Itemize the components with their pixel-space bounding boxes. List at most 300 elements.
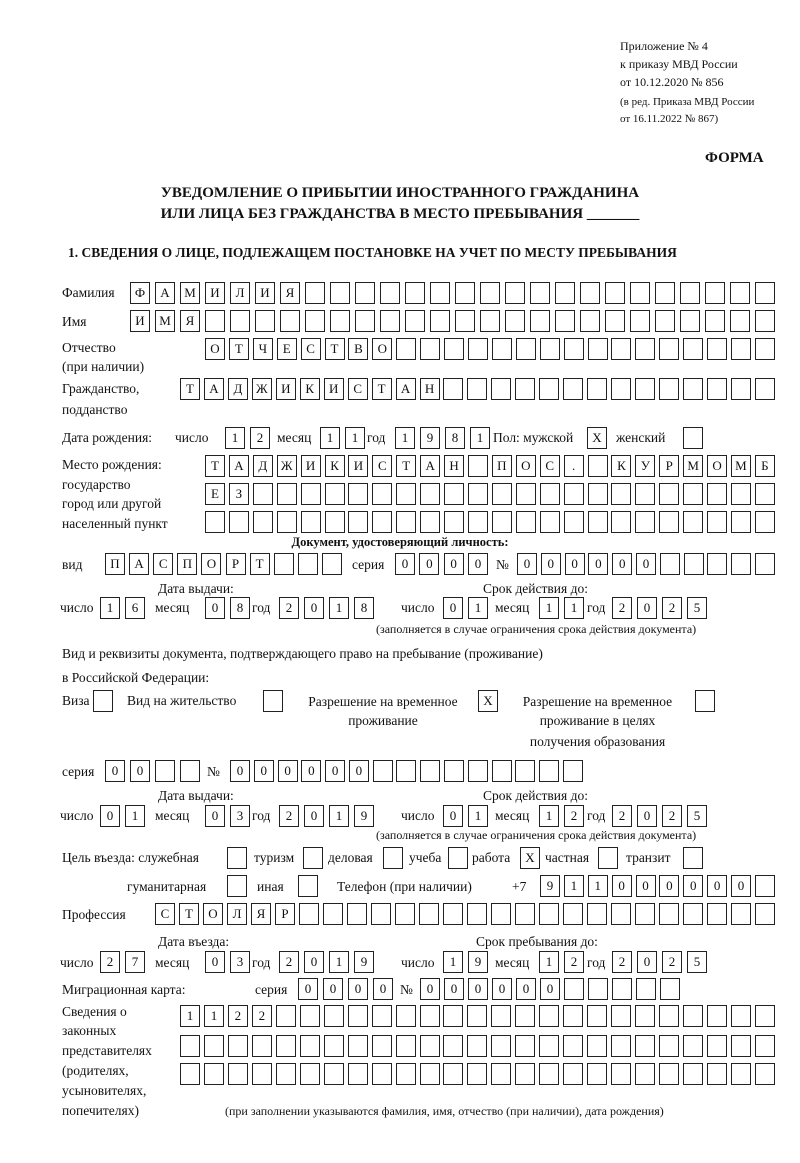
char-cell[interactable] <box>468 338 488 360</box>
char-cell[interactable]: Т <box>396 455 416 477</box>
char-cell[interactable] <box>372 1063 392 1085</box>
char-cell[interactable] <box>659 903 679 925</box>
char-cell[interactable]: 0 <box>349 760 369 782</box>
char-cell[interactable]: 1 <box>329 597 349 619</box>
doc-issue-day-field[interactable] <box>100 597 145 619</box>
char-cell[interactable] <box>348 1005 368 1027</box>
char-cell[interactable] <box>515 1063 535 1085</box>
char-cell[interactable]: И <box>301 455 321 477</box>
char-cell[interactable] <box>680 310 700 332</box>
char-cell[interactable]: Н <box>444 455 464 477</box>
char-cell[interactable] <box>707 553 727 575</box>
char-cell[interactable] <box>468 760 488 782</box>
char-cell[interactable] <box>635 511 655 533</box>
char-cell[interactable] <box>684 553 704 575</box>
char-cell[interactable]: 8 <box>354 597 374 619</box>
char-cell[interactable] <box>730 282 750 304</box>
char-cell[interactable]: 2 <box>662 805 682 827</box>
stay-valid-year-field[interactable] <box>612 805 707 827</box>
char-cell[interactable] <box>396 511 416 533</box>
char-cell[interactable]: 0 <box>130 760 150 782</box>
char-cell[interactable]: Р <box>275 903 295 925</box>
char-cell[interactable] <box>323 903 343 925</box>
char-cell[interactable]: 1 <box>320 427 340 449</box>
char-cell[interactable] <box>515 1035 535 1057</box>
char-cell[interactable] <box>659 338 679 360</box>
char-cell[interactable] <box>468 511 488 533</box>
char-cell[interactable]: О <box>203 903 223 925</box>
char-cell[interactable] <box>630 310 650 332</box>
char-cell[interactable]: 0 <box>612 875 632 897</box>
char-cell[interactable] <box>731 483 751 505</box>
char-cell[interactable] <box>755 903 775 925</box>
char-cell[interactable] <box>655 310 675 332</box>
char-cell[interactable] <box>731 338 751 360</box>
char-cell[interactable]: 2 <box>564 805 584 827</box>
char-cell[interactable] <box>348 1035 368 1057</box>
char-cell[interactable] <box>227 847 247 869</box>
char-cell[interactable] <box>348 483 368 505</box>
char-cell[interactable] <box>587 903 607 925</box>
char-cell[interactable]: 1 <box>329 805 349 827</box>
char-cell[interactable] <box>380 282 400 304</box>
char-cell[interactable]: 0 <box>636 875 656 897</box>
char-cell[interactable] <box>755 483 775 505</box>
char-cell[interactable]: 2 <box>612 805 632 827</box>
char-cell[interactable] <box>539 1005 559 1027</box>
char-cell[interactable] <box>683 847 703 869</box>
char-cell[interactable] <box>611 511 631 533</box>
char-cell[interactable]: 1 <box>539 805 559 827</box>
char-cell[interactable]: О <box>516 455 536 477</box>
char-cell[interactable]: 6 <box>125 597 145 619</box>
char-cell[interactable] <box>330 310 350 332</box>
char-cell[interactable] <box>611 483 631 505</box>
doc-number-field[interactable] <box>517 553 775 575</box>
char-cell[interactable] <box>396 1005 416 1027</box>
char-cell[interactable] <box>491 1035 511 1057</box>
char-cell[interactable] <box>355 282 375 304</box>
purpose-work-checkbox[interactable] <box>520 847 540 869</box>
char-cell[interactable] <box>635 338 655 360</box>
char-cell[interactable] <box>563 760 583 782</box>
stay-issue-year-field[interactable] <box>279 805 374 827</box>
char-cell[interactable] <box>330 282 350 304</box>
char-cell[interactable] <box>730 310 750 332</box>
char-cell[interactable] <box>492 511 512 533</box>
char-cell[interactable] <box>705 310 725 332</box>
char-cell[interactable] <box>755 1035 775 1057</box>
char-cell[interactable] <box>659 483 679 505</box>
char-cell[interactable] <box>660 978 680 1000</box>
doc-issue-year-field[interactable] <box>279 597 374 619</box>
char-cell[interactable] <box>530 310 550 332</box>
char-cell[interactable] <box>659 1063 679 1085</box>
char-cell[interactable] <box>491 903 511 925</box>
char-cell[interactable] <box>563 1005 583 1027</box>
char-cell[interactable]: Я <box>180 310 200 332</box>
char-cell[interactable] <box>588 338 608 360</box>
char-cell[interactable] <box>755 1063 775 1085</box>
char-cell[interactable]: 2 <box>279 597 299 619</box>
char-cell[interactable] <box>301 483 321 505</box>
char-cell[interactable]: 1 <box>100 597 120 619</box>
char-cell[interactable] <box>707 1005 727 1027</box>
char-cell[interactable] <box>580 282 600 304</box>
char-cell[interactable] <box>455 310 475 332</box>
char-cell[interactable] <box>274 553 294 575</box>
char-cell[interactable]: 1 <box>345 427 365 449</box>
char-cell[interactable] <box>555 282 575 304</box>
char-cell[interactable]: 9 <box>540 875 560 897</box>
char-cell[interactable] <box>564 511 584 533</box>
char-cell[interactable]: Р <box>659 455 679 477</box>
char-cell[interactable]: 0 <box>278 760 298 782</box>
char-cell[interactable] <box>755 1005 775 1027</box>
char-cell[interactable] <box>298 553 318 575</box>
char-cell[interactable] <box>505 282 525 304</box>
char-cell[interactable] <box>598 847 618 869</box>
char-cell[interactable] <box>252 1035 272 1057</box>
char-cell[interactable]: И <box>348 455 368 477</box>
char-cell[interactable]: К <box>611 455 631 477</box>
char-cell[interactable]: 2 <box>252 1005 272 1027</box>
char-cell[interactable]: 2 <box>279 951 299 973</box>
char-cell[interactable]: 0 <box>636 553 656 575</box>
char-cell[interactable]: 0 <box>637 597 657 619</box>
char-cell[interactable] <box>707 1035 727 1057</box>
doc-series-field[interactable] <box>395 553 488 575</box>
char-cell[interactable]: 0 <box>492 978 512 1000</box>
birthplace-field-1[interactable] <box>205 455 775 477</box>
char-cell[interactable] <box>539 903 559 925</box>
mc-series-field[interactable] <box>298 978 393 1000</box>
char-cell[interactable]: 2 <box>100 951 120 973</box>
char-cell[interactable]: 1 <box>443 951 463 973</box>
char-cell[interactable] <box>205 310 225 332</box>
char-cell[interactable]: М <box>180 282 200 304</box>
char-cell[interactable] <box>491 378 511 400</box>
char-cell[interactable]: 0 <box>565 553 585 575</box>
char-cell[interactable]: 1 <box>180 1005 200 1027</box>
char-cell[interactable]: 0 <box>205 597 225 619</box>
until-year-field[interactable] <box>612 951 707 973</box>
char-cell[interactable] <box>372 483 392 505</box>
stay-valid-day-field[interactable] <box>443 805 488 827</box>
char-cell[interactable] <box>480 282 500 304</box>
char-cell[interactable]: 2 <box>662 597 682 619</box>
char-cell[interactable]: Я <box>280 282 300 304</box>
char-cell[interactable]: 7 <box>125 951 145 973</box>
char-cell[interactable]: X <box>587 427 607 449</box>
birthplace-field-2[interactable] <box>205 483 775 505</box>
char-cell[interactable] <box>635 1005 655 1027</box>
char-cell[interactable] <box>155 760 175 782</box>
char-cell[interactable]: 0 <box>444 978 464 1000</box>
reps-field-1[interactable] <box>180 1005 775 1027</box>
char-cell[interactable] <box>707 378 727 400</box>
char-cell[interactable] <box>252 1063 272 1085</box>
char-cell[interactable] <box>755 338 775 360</box>
char-cell[interactable] <box>228 1035 248 1057</box>
char-cell[interactable]: З <box>229 483 249 505</box>
char-cell[interactable]: 0 <box>348 978 368 1000</box>
char-cell[interactable] <box>419 903 439 925</box>
char-cell[interactable] <box>683 511 703 533</box>
char-cell[interactable] <box>580 310 600 332</box>
char-cell[interactable] <box>755 511 775 533</box>
char-cell[interactable]: 9 <box>354 951 374 973</box>
char-cell[interactable] <box>659 1005 679 1027</box>
char-cell[interactable] <box>605 282 625 304</box>
char-cell[interactable] <box>430 310 450 332</box>
char-cell[interactable]: Ж <box>252 378 272 400</box>
char-cell[interactable] <box>491 1063 511 1085</box>
char-cell[interactable]: Я <box>251 903 271 925</box>
char-cell[interactable] <box>230 310 250 332</box>
profession-field[interactable] <box>155 903 775 925</box>
char-cell[interactable] <box>253 483 273 505</box>
char-cell[interactable] <box>635 378 655 400</box>
char-cell[interactable] <box>516 511 536 533</box>
char-cell[interactable] <box>731 903 751 925</box>
char-cell[interactable] <box>587 378 607 400</box>
until-day-field[interactable] <box>443 951 488 973</box>
char-cell[interactable]: 5 <box>687 805 707 827</box>
char-cell[interactable] <box>731 553 751 575</box>
char-cell[interactable] <box>635 903 655 925</box>
char-cell[interactable] <box>180 1035 200 1057</box>
char-cell[interactable]: 1 <box>204 1005 224 1027</box>
char-cell[interactable] <box>695 690 715 712</box>
char-cell[interactable] <box>396 1035 416 1057</box>
char-cell[interactable] <box>227 875 247 897</box>
char-cell[interactable]: 2 <box>612 951 632 973</box>
doc-valid-month-field[interactable] <box>539 597 584 619</box>
purpose-private-checkbox[interactable] <box>598 847 618 869</box>
char-cell[interactable]: С <box>540 455 560 477</box>
char-cell[interactable]: 0 <box>612 553 632 575</box>
char-cell[interactable]: 1 <box>468 597 488 619</box>
char-cell[interactable]: 1 <box>564 597 584 619</box>
char-cell[interactable] <box>355 310 375 332</box>
char-cell[interactable] <box>683 378 703 400</box>
char-cell[interactable]: 0 <box>298 978 318 1000</box>
char-cell[interactable] <box>515 1005 535 1027</box>
char-cell[interactable] <box>396 483 416 505</box>
doc-valid-day-field[interactable] <box>443 597 488 619</box>
char-cell[interactable]: 0 <box>395 553 415 575</box>
char-cell[interactable] <box>530 282 550 304</box>
char-cell[interactable]: 0 <box>419 553 439 575</box>
char-cell[interactable] <box>430 282 450 304</box>
char-cell[interactable]: Ж <box>277 455 297 477</box>
char-cell[interactable]: А <box>204 378 224 400</box>
char-cell[interactable] <box>396 1063 416 1085</box>
char-cell[interactable]: X <box>478 690 498 712</box>
char-cell[interactable]: 0 <box>731 875 751 897</box>
char-cell[interactable]: А <box>396 378 416 400</box>
phone-field[interactable] <box>540 875 775 897</box>
char-cell[interactable]: X <box>520 847 540 869</box>
char-cell[interactable]: 9 <box>354 805 374 827</box>
char-cell[interactable] <box>93 690 113 712</box>
char-cell[interactable] <box>563 1063 583 1085</box>
char-cell[interactable] <box>180 1063 200 1085</box>
char-cell[interactable]: И <box>130 310 150 332</box>
char-cell[interactable] <box>443 1035 463 1057</box>
stay-series-field[interactable] <box>105 760 200 782</box>
char-cell[interactable]: И <box>324 378 344 400</box>
char-cell[interactable]: 0 <box>304 805 324 827</box>
char-cell[interactable] <box>755 875 775 897</box>
char-cell[interactable] <box>277 511 297 533</box>
char-cell[interactable] <box>683 1063 703 1085</box>
residence-checkbox[interactable] <box>263 690 283 712</box>
char-cell[interactable] <box>635 1063 655 1085</box>
visa-checkbox[interactable] <box>93 690 113 712</box>
char-cell[interactable]: 2 <box>662 951 682 973</box>
char-cell[interactable] <box>348 511 368 533</box>
char-cell[interactable]: 0 <box>230 760 250 782</box>
char-cell[interactable] <box>505 310 525 332</box>
char-cell[interactable] <box>324 1035 344 1057</box>
char-cell[interactable]: 0 <box>301 760 321 782</box>
char-cell[interactable] <box>731 1063 751 1085</box>
char-cell[interactable] <box>322 553 342 575</box>
char-cell[interactable] <box>420 1035 440 1057</box>
char-cell[interactable] <box>443 1005 463 1027</box>
char-cell[interactable] <box>636 978 656 1000</box>
char-cell[interactable] <box>539 1035 559 1057</box>
char-cell[interactable]: Е <box>205 483 225 505</box>
char-cell[interactable] <box>563 903 583 925</box>
char-cell[interactable]: 0 <box>517 553 537 575</box>
char-cell[interactable] <box>372 511 392 533</box>
char-cell[interactable]: 0 <box>205 805 225 827</box>
char-cell[interactable]: 0 <box>443 805 463 827</box>
char-cell[interactable]: 1 <box>588 875 608 897</box>
name-field[interactable] <box>130 310 775 332</box>
char-cell[interactable] <box>564 483 584 505</box>
char-cell[interactable] <box>300 1063 320 1085</box>
stay-issue-month-field[interactable] <box>205 805 250 827</box>
char-cell[interactable]: . <box>564 455 584 477</box>
char-cell[interactable] <box>612 978 632 1000</box>
char-cell[interactable]: О <box>372 338 392 360</box>
char-cell[interactable] <box>539 378 559 400</box>
char-cell[interactable] <box>515 378 535 400</box>
char-cell[interactable] <box>611 1035 631 1057</box>
char-cell[interactable]: 0 <box>637 951 657 973</box>
char-cell[interactable] <box>707 511 727 533</box>
char-cell[interactable] <box>444 760 464 782</box>
char-cell[interactable]: 1 <box>225 427 245 449</box>
char-cell[interactable]: 0 <box>254 760 274 782</box>
trpe-checkbox[interactable] <box>695 690 715 712</box>
char-cell[interactable]: 0 <box>325 760 345 782</box>
purpose-humanitarian-checkbox[interactable] <box>227 875 247 897</box>
char-cell[interactable] <box>659 378 679 400</box>
char-cell[interactable] <box>731 378 751 400</box>
char-cell[interactable] <box>303 847 323 869</box>
char-cell[interactable]: 0 <box>659 875 679 897</box>
char-cell[interactable]: 0 <box>444 553 464 575</box>
char-cell[interactable]: К <box>325 455 345 477</box>
stay-number-field[interactable] <box>230 760 583 782</box>
until-month-field[interactable] <box>539 951 584 973</box>
char-cell[interactable]: 0 <box>468 978 488 1000</box>
char-cell[interactable]: С <box>372 455 392 477</box>
char-cell[interactable] <box>405 310 425 332</box>
entry-month-field[interactable] <box>205 951 250 973</box>
char-cell[interactable] <box>324 1005 344 1027</box>
char-cell[interactable] <box>491 1005 511 1027</box>
char-cell[interactable] <box>405 282 425 304</box>
surname-field[interactable] <box>130 282 775 304</box>
char-cell[interactable]: 0 <box>373 978 393 1000</box>
purpose-tourism-checkbox[interactable] <box>303 847 323 869</box>
char-cell[interactable] <box>395 903 415 925</box>
char-cell[interactable] <box>563 1035 583 1057</box>
char-cell[interactable] <box>324 1063 344 1085</box>
char-cell[interactable]: 1 <box>539 597 559 619</box>
char-cell[interactable] <box>611 338 631 360</box>
char-cell[interactable] <box>660 553 680 575</box>
char-cell[interactable] <box>204 1063 224 1085</box>
doc-issue-month-field[interactable] <box>205 597 250 619</box>
char-cell[interactable]: Л <box>227 903 247 925</box>
char-cell[interactable] <box>480 310 500 332</box>
char-cell[interactable] <box>298 875 318 897</box>
char-cell[interactable]: Т <box>180 378 200 400</box>
char-cell[interactable] <box>305 310 325 332</box>
char-cell[interactable]: Е <box>277 338 297 360</box>
char-cell[interactable] <box>467 1035 487 1057</box>
char-cell[interactable]: 8 <box>230 597 250 619</box>
char-cell[interactable] <box>372 1035 392 1057</box>
char-cell[interactable]: 0 <box>420 978 440 1000</box>
char-cell[interactable] <box>564 978 584 1000</box>
char-cell[interactable]: М <box>155 310 175 332</box>
char-cell[interactable] <box>683 903 703 925</box>
char-cell[interactable] <box>587 1005 607 1027</box>
char-cell[interactable] <box>705 282 725 304</box>
char-cell[interactable] <box>443 903 463 925</box>
char-cell[interactable]: К <box>300 378 320 400</box>
char-cell[interactable]: 0 <box>468 553 488 575</box>
female-checkbox[interactable] <box>683 427 703 449</box>
char-cell[interactable] <box>683 483 703 505</box>
char-cell[interactable]: 1 <box>468 805 488 827</box>
char-cell[interactable] <box>467 1063 487 1085</box>
char-cell[interactable] <box>539 1063 559 1085</box>
char-cell[interactable]: И <box>276 378 296 400</box>
char-cell[interactable]: Т <box>205 455 225 477</box>
male-checkbox[interactable] <box>587 427 607 449</box>
char-cell[interactable] <box>420 760 440 782</box>
char-cell[interactable] <box>611 903 631 925</box>
mc-number-field[interactable] <box>420 978 680 1000</box>
char-cell[interactable]: В <box>348 338 368 360</box>
char-cell[interactable]: 2 <box>279 805 299 827</box>
char-cell[interactable] <box>325 511 345 533</box>
char-cell[interactable] <box>468 483 488 505</box>
char-cell[interactable]: С <box>348 378 368 400</box>
char-cell[interactable] <box>305 282 325 304</box>
char-cell[interactable]: 1 <box>470 427 490 449</box>
char-cell[interactable] <box>396 760 416 782</box>
